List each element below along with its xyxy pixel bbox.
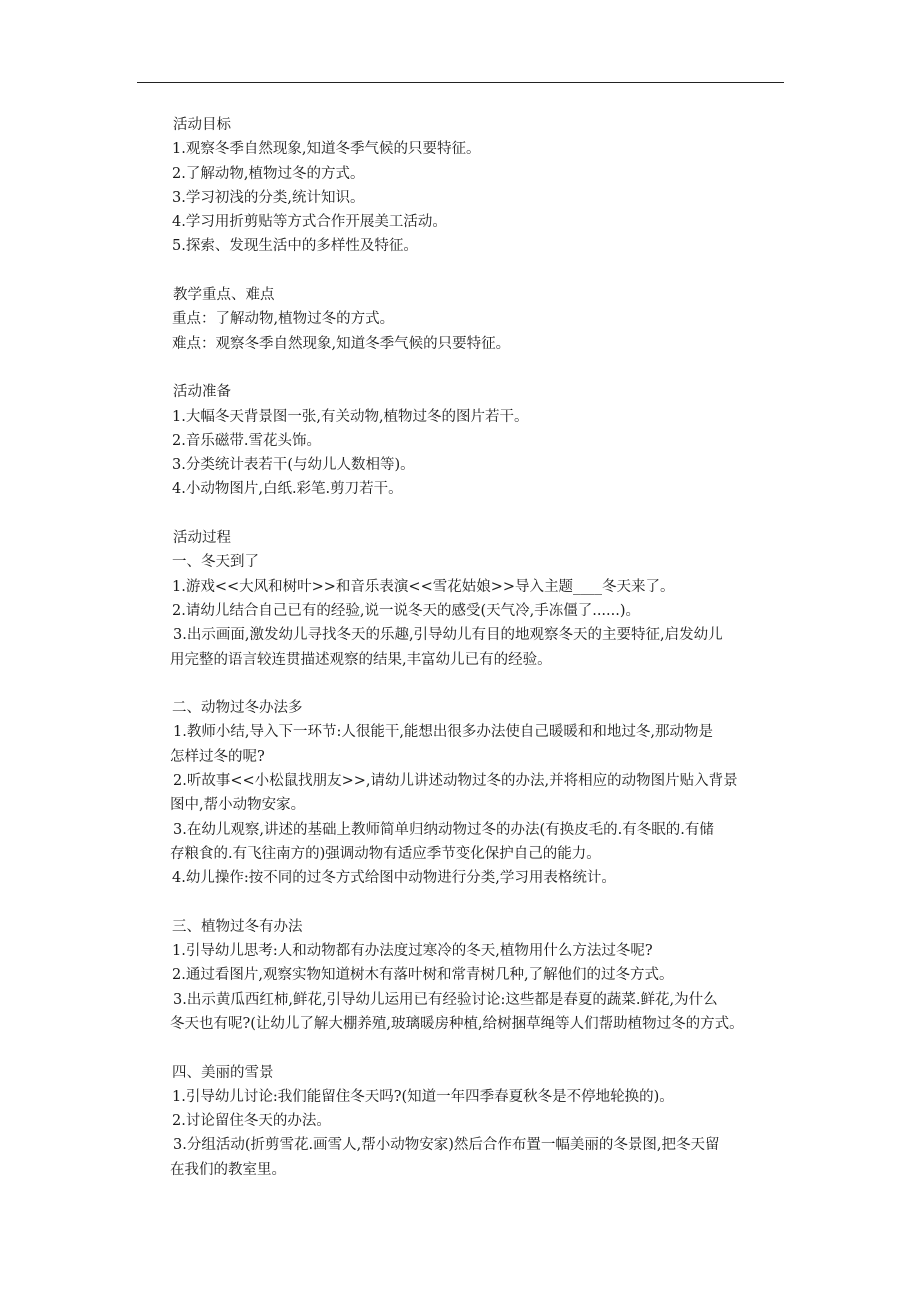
process-step: 3.出示黄瓜西红柿,鲜花,引导幼儿运用已有经验讨论:这些都是春夏的蔬菜.鲜花,为什么 xyxy=(173,991,718,1008)
section-heading-focus: 教学重点、难点 xyxy=(173,287,275,304)
process-part-title: 二、动物过冬办法多 xyxy=(172,700,303,717)
process-part-title: 四、美丽的雪景 xyxy=(172,1064,274,1081)
process-step: 2.听故事<<小松鼠找朋友>>,请幼儿讲述动物过冬的办法,并将相应的动物图片贴入背景 xyxy=(173,773,738,790)
process-step: 3.分组活动(折剪雪花.画雪人,帮小动物安家)然后合作布置一幅美丽的冬景图,把冬天留 xyxy=(173,1137,720,1154)
document-body xyxy=(170,113,793,1182)
process-step: 2.请幼儿结合自己已有的经验,说一说冬天的感受(天气冷,手冻僵了......)。 xyxy=(172,602,641,619)
prep-item: 1.大幅冬天背景图一张,有关动物,植物过冬的图片若干。 xyxy=(172,408,529,425)
process-step: 4.幼儿操作:按不同的过冬方式给图中动物进行分类,学习用表格统计。 xyxy=(172,870,616,887)
goal-item: 3.学习初浅的分类,统计知识。 xyxy=(172,189,365,206)
prep-item: 3.分类统计表若干(与幼儿人数相等)。 xyxy=(172,457,415,474)
process-step: 3.在幼儿观察,讲述的基础上教师简单归纳动物过冬的办法(有换皮毛的.有冬眠的.有储 xyxy=(173,821,714,838)
header-rule xyxy=(137,82,784,83)
process-step: 1.引导幼儿讨论:我们能留住冬天吗?(知道一年四季春夏秋冬是不停地轮换的)。 xyxy=(172,1088,674,1105)
section-heading-process: 活动过程 xyxy=(173,530,231,547)
process-step-continued: 怎样过冬的呢? xyxy=(170,748,265,765)
process-part-title: 三、植物过冬有办法 xyxy=(172,918,303,935)
goal-item: 1.观察冬季自然现象,知道冬季气候的只要特征。 xyxy=(172,141,481,158)
process-step: 2.通过看图片,观察实物知道树木有落叶树和常青树几种,了解他们的过冬方式。 xyxy=(172,967,674,984)
goal-item: 5.探索、发现生活中的多样性及特征。 xyxy=(172,238,418,255)
process-step-continued: 冬天也有呢?(让幼儿了解大棚养殖,玻璃暖房种植,给树捆草绳等人们帮助植物过冬的方式。 xyxy=(170,1015,744,1032)
prep-item: 2.音乐磁带.雪花头饰。 xyxy=(172,432,321,449)
goal-item: 2.了解动物,植物过冬的方式。 xyxy=(172,165,365,182)
focus-item: 难点：观察冬季自然现象,知道冬季气候的只要特征。 xyxy=(172,335,511,352)
process-step: 3.出示画面,激发幼儿寻找冬天的乐趣,引导幼儿有目的地观察冬天的主要特征,启发幼儿 xyxy=(173,627,723,644)
prep-item: 4.小动物图片,白纸.彩笔.剪刀若干。 xyxy=(172,481,403,498)
focus-item: 重点：了解动物,植物过冬的方式。 xyxy=(172,311,395,328)
process-step: 1.引导幼儿思考:人和动物都有办法度过寒冷的冬天,植物用什么方法过冬呢? xyxy=(172,943,653,960)
process-step: 2.讨论留住冬天的办法。 xyxy=(172,1113,331,1130)
process-step: 1.教师小结,导入下一环节:人很能干,能想出很多办法使自己暖暖和和地过冬,那动物是 xyxy=(173,724,714,741)
process-part-title: 一、冬天到了 xyxy=(172,554,259,571)
process-step-continued: 用完整的语言较连贯描述观察的结果,丰富幼儿已有的经验。 xyxy=(170,651,552,668)
process-step: 1.游戏<<大风和树叶>>和音乐表演<<雪花姑娘>>导入主题____冬天来了。 xyxy=(172,578,675,595)
process-step-continued: 存粮食的.有飞往南方的)强调动物有适应季节变化保护自己的能力。 xyxy=(170,845,601,862)
process-step-continued: 图中,帮小动物安家。 xyxy=(170,797,306,814)
goal-item: 4.学习用折剪贴等方式合作开展美工活动。 xyxy=(172,214,447,231)
section-heading-goals: 活动目标 xyxy=(173,117,231,133)
process-step-continued: 在我们的教室里。 xyxy=(170,1161,286,1178)
section-heading-prep: 活动准备 xyxy=(173,384,231,401)
